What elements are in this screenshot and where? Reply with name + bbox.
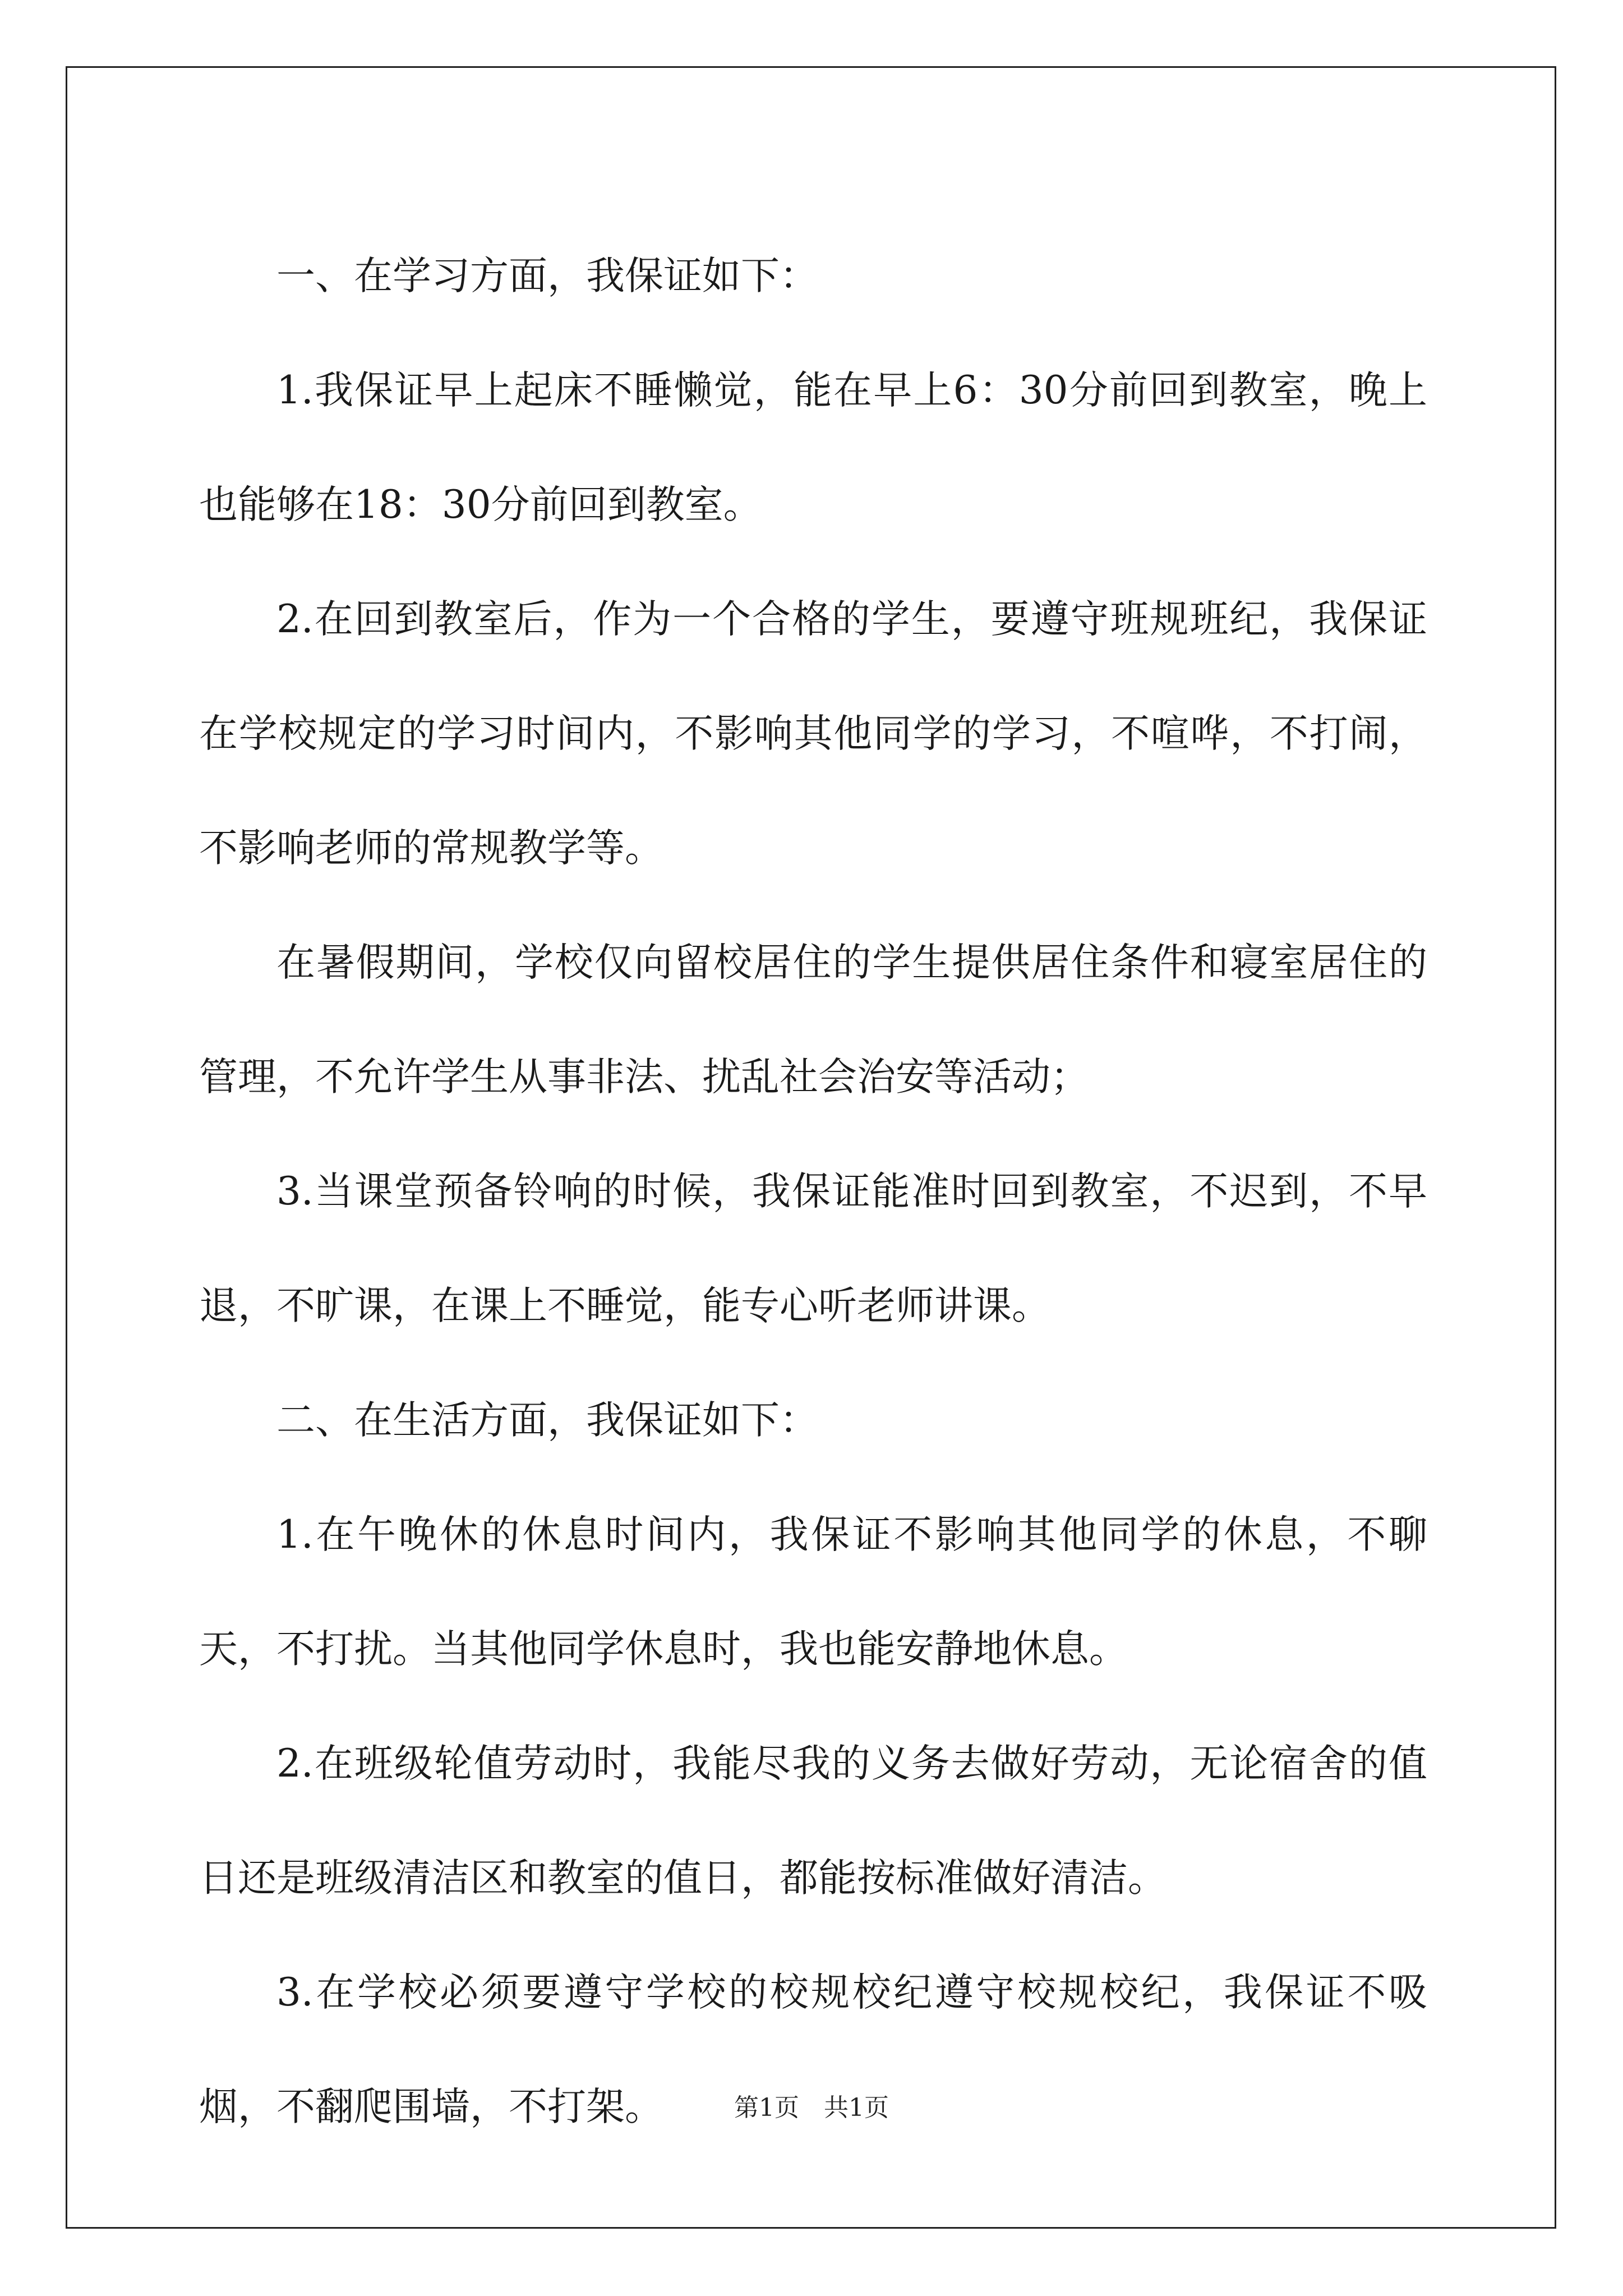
paragraph: 3.在学校必须要遵守学校的校规校纪遵守校规校纪，我保证不吸烟，不翻爬围墙，不打架。 [199, 1970, 1427, 2129]
paragraph-heading-life: 二、在生活方面，我保证如下： [276, 1398, 818, 1443]
paragraph: 1.我保证早上起床不睡懒觉，能在早上6：30分前回到教室，晚上也能够在18：30分前回到教室。 [199, 368, 1427, 527]
paragraph: 1.在午晚休的休息时间内，我保证不影响其他同学的休息，不聊天，不打扰。当其他同学休息时，我也能安静地休息。 [199, 1512, 1427, 1672]
paragraph-heading-study: 一、在学习方面，我保证如下： [276, 254, 818, 298]
paragraph: 2.在班级轮值劳动时，我能尽我的义务去做好劳动，无论宿舍的值日还是班级清洁区和教室的值日，都能按标准做好清洁。 [199, 1741, 1427, 1901]
document-body [199, 219, 1427, 2164]
page-number-footer: 第1页 共1页 [734, 2093, 889, 2122]
paragraph: 2.在回到教室后，作为一个合格的学生，要遵守班规班纪，我保证在学校规定的学习时间内，不影响其他同学的学习，不喧哗，不打闹，不影响老师的常规教学等。 [199, 597, 1427, 871]
paragraph: 在暑假期间，学校仅向留校居住的学生提供居住条件和寝室居住的管理，不允许学生从事非法、扰乱社会治安等活动； [199, 940, 1427, 1099]
paragraph: 3.当课堂预备铃响的时候，我保证能准时回到教室，不迟到，不早退，不旷课，在课上不睡觉，能专心听老师讲课。 [199, 1169, 1427, 1328]
